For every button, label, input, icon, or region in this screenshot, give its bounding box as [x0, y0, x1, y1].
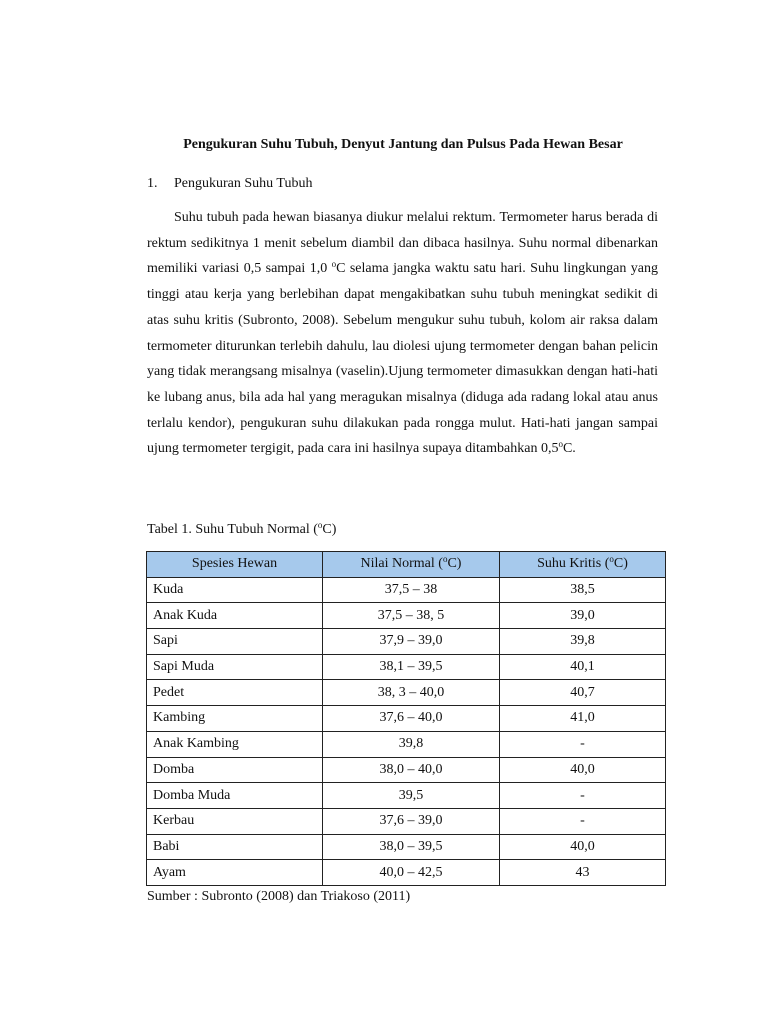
- cell-critical: -: [500, 783, 666, 809]
- cell-normal: 38,0 – 39,5: [323, 834, 500, 860]
- header-critical-unit: C): [613, 556, 628, 572]
- cell-species: Kambing: [147, 706, 323, 732]
- cell-normal: 37,5 – 38: [323, 577, 500, 603]
- cell-critical: 41,0: [500, 706, 666, 732]
- table-caption: [147, 522, 336, 538]
- cell-critical: 39,8: [500, 629, 666, 655]
- cell-species: Anak Kuda: [147, 603, 323, 629]
- header-normal-text: Nilai Normal (: [360, 556, 443, 572]
- cell-critical: 43: [500, 860, 666, 886]
- header-normal-unit: C): [447, 556, 462, 572]
- cell-species: Domba Muda: [147, 783, 323, 809]
- cell-critical: 39,0: [500, 603, 666, 629]
- table-source: Sumber : Subronto (2008) dan Triakoso (2011): [147, 889, 411, 904]
- cell-species: Anak Kambing: [147, 731, 323, 757]
- header-species: Spesies Hewan: [147, 552, 323, 578]
- table-row: [147, 706, 666, 732]
- document-title: Pengukuran Suhu Tubuh, Denyut Jantung dan Pulsus Pada Hewan Besar: [183, 137, 623, 152]
- cell-critical: 40,7: [500, 680, 666, 706]
- cell-normal: 38, 3 – 40,0: [323, 680, 500, 706]
- cell-normal: 37,5 – 38, 5: [323, 603, 500, 629]
- caption-text-end: C): [322, 522, 337, 537]
- cell-normal: 38,0 – 40,0: [323, 757, 500, 783]
- cell-species: Pedet: [147, 680, 323, 706]
- table-row: [147, 783, 666, 809]
- table-header-row: [147, 552, 666, 578]
- cell-critical: 40,1: [500, 654, 666, 680]
- cell-normal: 39,5: [323, 783, 500, 809]
- paragraph-text-2: C selama jangka waktu satu hari. Suhu lingkungan yang tinggi atau kerja yang berlebihan dapat mengakibatkan suhu tubuh meningkat sedikit di atas suhu kritis (Subronto, 2008). Sebelum mengukur suhu tubuh, kolom air raksa dalam termometer diturunkan terlebih dahulu, lau diolesi ujung termometer dengan bahan pelicin yang tidak merangsang misalnya (vaselin).Ujung termometer dimasukkan dengan hati-hati ke lubang anus, bila ada hal yang meragukan misalnya (diduga ada radang lokal atau anus terlalu kendor), pengukuran suhu dilakukan pada rongga mulut. Hati-hati jangan sampai ujung termometer tergigit, pada cara ini hasilnya supaya ditambahkan 0,5: [147, 261, 658, 457]
- cell-species: Kuda: [147, 577, 323, 603]
- header-critical-text: Suhu Kritis (: [537, 556, 610, 572]
- paragraph-text-1: Suhu tubuh pada hewan biasanya diukur melalui rektum. Termometer harus berada di rektum sedikitnya 1 menit sebelum diambil dan dibaca hasilnya. Suhu normal dibenarkan memiliki variasi 0,5 sampai 1,0: [147, 210, 658, 277]
- paragraph-text-3: C.: [562, 441, 576, 457]
- cell-normal: 39,8: [323, 731, 500, 757]
- table-row: [147, 757, 666, 783]
- section-heading-text: Pengukuran Suhu Tubuh: [174, 176, 313, 191]
- degree-superscript: o: [317, 520, 323, 530]
- cell-species: Sapi Muda: [147, 654, 323, 680]
- section-number: 1.: [147, 176, 158, 191]
- cell-normal: 40,0 – 42,5: [323, 860, 500, 886]
- cell-species: Babi: [147, 834, 323, 860]
- cell-normal: 37,6 – 39,0: [323, 808, 500, 834]
- cell-critical: 38,5: [500, 577, 666, 603]
- cell-critical: -: [500, 808, 666, 834]
- section-heading: [147, 176, 312, 192]
- header-normal: [323, 552, 500, 578]
- cell-species: Kerbau: [147, 808, 323, 834]
- cell-species: Ayam: [147, 860, 323, 886]
- header-critical: [500, 552, 666, 578]
- table-row: [147, 834, 666, 860]
- cell-critical: 40,0: [500, 834, 666, 860]
- cell-normal: 38,1 – 39,5: [323, 654, 500, 680]
- cell-species: Sapi: [147, 629, 323, 655]
- table-row: [147, 603, 666, 629]
- cell-critical: -: [500, 731, 666, 757]
- table-row: [147, 654, 666, 680]
- degree-superscript: o: [558, 439, 563, 450]
- cell-normal: 37,6 – 40,0: [323, 706, 500, 732]
- degree-superscript: o: [609, 554, 614, 565]
- cell-species: Domba: [147, 757, 323, 783]
- cell-critical: 40,0: [500, 757, 666, 783]
- degree-superscript: o: [331, 259, 337, 270]
- table-row: [147, 860, 666, 886]
- caption-text: Tabel 1. Suhu Tubuh Normal (: [147, 522, 318, 537]
- body-paragraph: [147, 205, 658, 462]
- table-row: [147, 680, 666, 706]
- cell-normal: 37,9 – 39,0: [323, 629, 500, 655]
- table-row: [147, 577, 666, 603]
- degree-superscript: o: [442, 554, 448, 565]
- table-row: [147, 808, 666, 834]
- table-row: [147, 731, 666, 757]
- temperature-table: [146, 551, 666, 886]
- table-row: [147, 629, 666, 655]
